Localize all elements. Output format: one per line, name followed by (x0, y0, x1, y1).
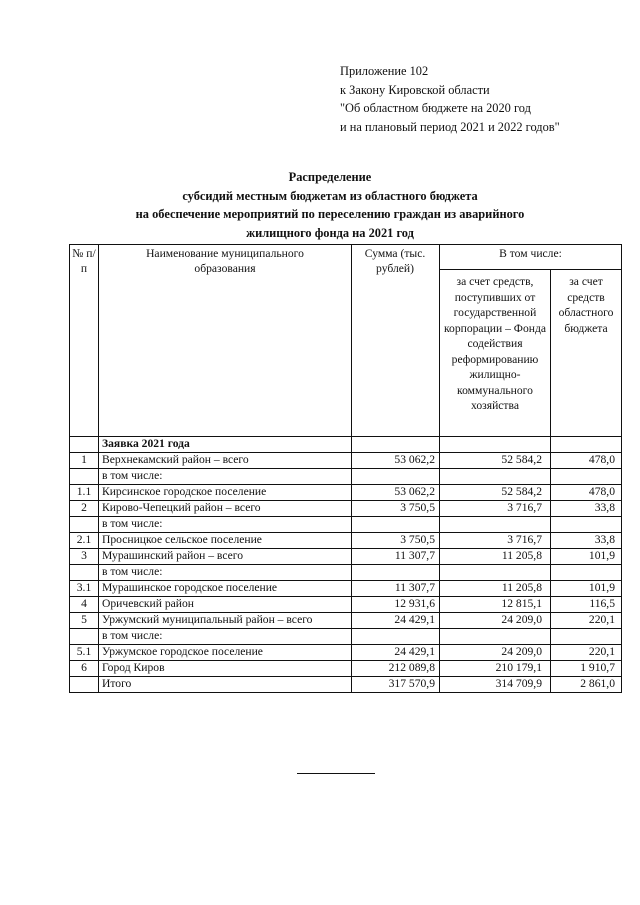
title-line-2: субсидий местным бюджетам из областного бюджета (182, 188, 478, 203)
row-number: 1.1 (70, 485, 99, 501)
row-number: 2 (70, 501, 99, 517)
section-row (70, 437, 622, 453)
row-sum: 317 570,9 (352, 677, 440, 693)
row-sum: 11 307,7 (352, 549, 440, 565)
row-fund-amount: 11 205,8 (440, 581, 551, 597)
row-name: Верхнекамский район – всего (99, 453, 352, 469)
row-fund-amount: 24 209,0 (440, 613, 551, 629)
row-number: 3 (70, 549, 99, 565)
table-row (70, 469, 622, 485)
row-name: в том числе: (99, 517, 352, 533)
row-sum (352, 629, 440, 645)
section-label: Заявка 2021 года (99, 437, 352, 453)
row-sum: 53 062,2 (352, 485, 440, 501)
row-number (70, 517, 99, 533)
header-fund: за счет средств, поступивших от государственной корпорации – Фонда содействия реформированию жилищно-коммунального хозяйства (440, 270, 551, 437)
row-sum: 11 307,7 (352, 581, 440, 597)
row-number (70, 469, 99, 485)
row-sum (352, 517, 440, 533)
row-number: 1 (70, 453, 99, 469)
row-name: в том числе: (99, 469, 352, 485)
appendix-block (340, 62, 560, 136)
row-fund-amount: 210 179,1 (440, 661, 551, 677)
row-name: Кирсинское городское поселение (99, 485, 352, 501)
row-fund-amount: 3 716,7 (440, 533, 551, 549)
table-row (70, 517, 622, 533)
row-fund-amount: 52 584,2 (440, 453, 551, 469)
row-fund-amount: 12 815,1 (440, 597, 551, 613)
table-row (70, 501, 622, 517)
row-name: Итого (99, 677, 352, 693)
row-sum: 3 750,5 (352, 533, 440, 549)
row-sum: 3 750,5 (352, 501, 440, 517)
row-fund-amount (440, 565, 551, 581)
header-including: В том числе: (440, 245, 622, 270)
appendix-line-1: Приложение 102 (340, 64, 429, 78)
document-title (60, 168, 600, 242)
row-regional-amount: 101,9 (551, 581, 622, 597)
row-regional-amount: 478,0 (551, 453, 622, 469)
row-regional-amount (551, 565, 622, 581)
row-regional-amount (551, 469, 622, 485)
row-name: Уржумский муниципальный район – всего (99, 613, 352, 629)
table-row (70, 533, 622, 549)
table-row (70, 549, 622, 565)
row-sum: 24 429,1 (352, 645, 440, 661)
row-number (70, 565, 99, 581)
row-sum (352, 565, 440, 581)
table-row (70, 629, 622, 645)
appendix-line-2: к Закону Кировской области (340, 82, 490, 97)
title-line-1: Распределение (288, 170, 372, 184)
row-number: 3.1 (70, 581, 99, 597)
row-number: 5 (70, 613, 99, 629)
row-regional-amount (551, 517, 622, 533)
table-row (70, 485, 622, 501)
row-name: Город Киров (99, 661, 352, 677)
row-number (70, 629, 99, 645)
row-regional-amount: 116,5 (551, 597, 622, 613)
row-fund-amount: 24 209,0 (440, 645, 551, 661)
row-number: 5.1 (70, 645, 99, 661)
table-row (70, 597, 622, 613)
row-number: 6 (70, 661, 99, 677)
row-regional-amount: 33,8 (551, 501, 622, 517)
row-regional-amount: 2 861,0 (551, 677, 622, 693)
row-regional-amount: 33,8 (551, 533, 622, 549)
row-fund-amount (440, 469, 551, 485)
header-regional: за счет средств областного бюджета (551, 270, 622, 437)
row-fund-amount (440, 517, 551, 533)
row-name: в том числе: (99, 565, 352, 581)
table-row (70, 613, 622, 629)
row-fund-amount: 52 584,2 (440, 485, 551, 501)
row-name: Кирово-Чепецкий район – всего (99, 501, 352, 517)
row-sum: 24 429,1 (352, 613, 440, 629)
header-row (70, 245, 622, 270)
row-name: Просницкое сельское поселение (99, 533, 352, 549)
row-fund-amount: 314 709,9 (440, 677, 551, 693)
appendix-line-3: "Об областном бюджете на 2020 год (340, 101, 531, 115)
row-name: Уржумское городское поселение (99, 645, 352, 661)
table-row (70, 565, 622, 581)
row-fund-amount (440, 629, 551, 645)
row-number: 4 (70, 597, 99, 613)
table-row (70, 453, 622, 469)
row-name: Мурашинский район – всего (99, 549, 352, 565)
title-line-4: жилищного фонда на 2021 год (246, 225, 414, 240)
row-fund-amount: 11 205,8 (440, 549, 551, 565)
row-sum: 212 089,8 (352, 661, 440, 677)
row-regional-amount: 220,1 (551, 645, 622, 661)
footer-divider (297, 773, 375, 774)
row-number (70, 677, 99, 693)
row-fund-amount: 3 716,7 (440, 501, 551, 517)
table-row (70, 661, 622, 677)
row-number: 2.1 (70, 533, 99, 549)
table-row (70, 581, 622, 597)
header-num: № п/п (70, 245, 99, 437)
row-regional-amount: 101,9 (551, 549, 622, 565)
row-sum (352, 469, 440, 485)
row-name: Мурашинское городское поселение (99, 581, 352, 597)
row-sum: 53 062,2 (352, 453, 440, 469)
table-row (70, 677, 622, 693)
subsidy-table (69, 244, 622, 693)
row-regional-amount: 1 910,7 (551, 661, 622, 677)
table-row (70, 645, 622, 661)
appendix-line-4: и на плановый период 2021 и 2022 годов" (340, 119, 560, 134)
header-sum: Сумма (тыс. рублей) (352, 245, 440, 437)
row-regional-amount: 220,1 (551, 613, 622, 629)
row-regional-amount (551, 629, 622, 645)
row-name: Оричевский район (99, 597, 352, 613)
row-name: в том числе: (99, 629, 352, 645)
row-regional-amount: 478,0 (551, 485, 622, 501)
header-name: Наименование муниципального образования (99, 245, 352, 437)
row-sum: 12 931,6 (352, 597, 440, 613)
title-line-3: на обеспечение мероприятий по переселению граждан из аварийного (135, 207, 525, 221)
